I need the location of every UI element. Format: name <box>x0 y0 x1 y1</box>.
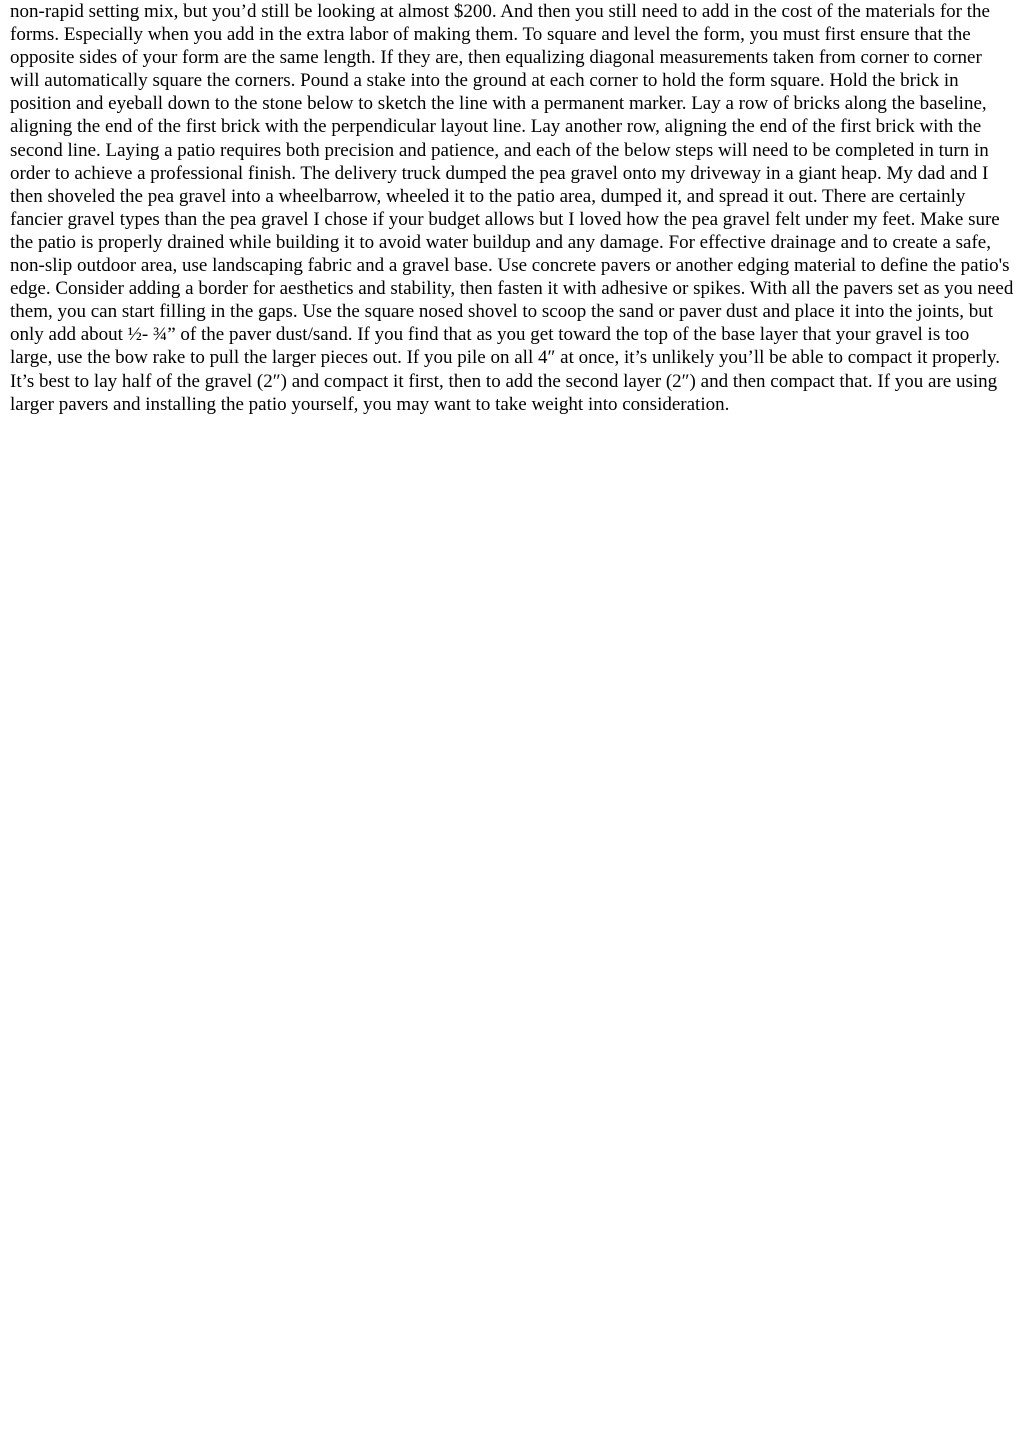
body-paragraph: non-rapid setting mix, but you’d still be looking at almost $200. And then you still need to add in the cost of the materials for the forms. Especially when you add in the extra labor of making them. To square and level the form, you must first ensure that the opposite sides of your form are the same length. If they are, then equalizing diagonal measurements taken from corner to corner will automatically square the corners. Pound a stake into the ground at each corner to hold the form square. Hold the brick in position and eyeball down to the stone below to sketch the line with a permanent marker. Lay a row of bricks along the baseline, aligning the end of the first brick with the perpendicular layout line. Lay another row, aligning the end of the first brick with the second line. Laying a patio requires both precision and patience, and each of the below steps will need to be completed in turn in order to achieve a professional finish. The delivery truck dumped the pea gravel onto my driveway in a giant heap. My dad and I then shoveled the pea gravel into a wheelbarrow, wheeled it to the patio area, dumped it, and spread it out. There are certainly fancier gravel types than the pea gravel I chose if your budget allows but I loved how the pea gravel felt under my feet. Make sure the patio is properly drained while building it to avoid water buildup and any damage. For effective drainage and to create a safe, non-slip outdoor area, use landscaping fabric and a gravel base. Use concrete pavers or another edging material to define the patio's edge. Consider adding a border for aesthetics and stability, then fasten it with adhesive or spikes. With all the pavers set as you need them, you can start filling in the gaps. Use the square nosed shovel to scoop the sand or paver dust and place it into the joints, but only add about ½- ¾” of the paver dust/sand. If you find that as you get toward the top of the base layer that your gravel is too large, use the bow rake to pull the larger pieces out. If you pile on all 4″ at once, it’s unlikely you’ll be able to compact it properly. It’s best to lay half of the gravel (2″) and compact it first, then to add the second layer (2″) and then compact that. If you are using larger pavers and installing the patio yourself, you may want to take weight into consideration. <box>10 1 1014 415</box>
document-page <box>10 0 1014 416</box>
